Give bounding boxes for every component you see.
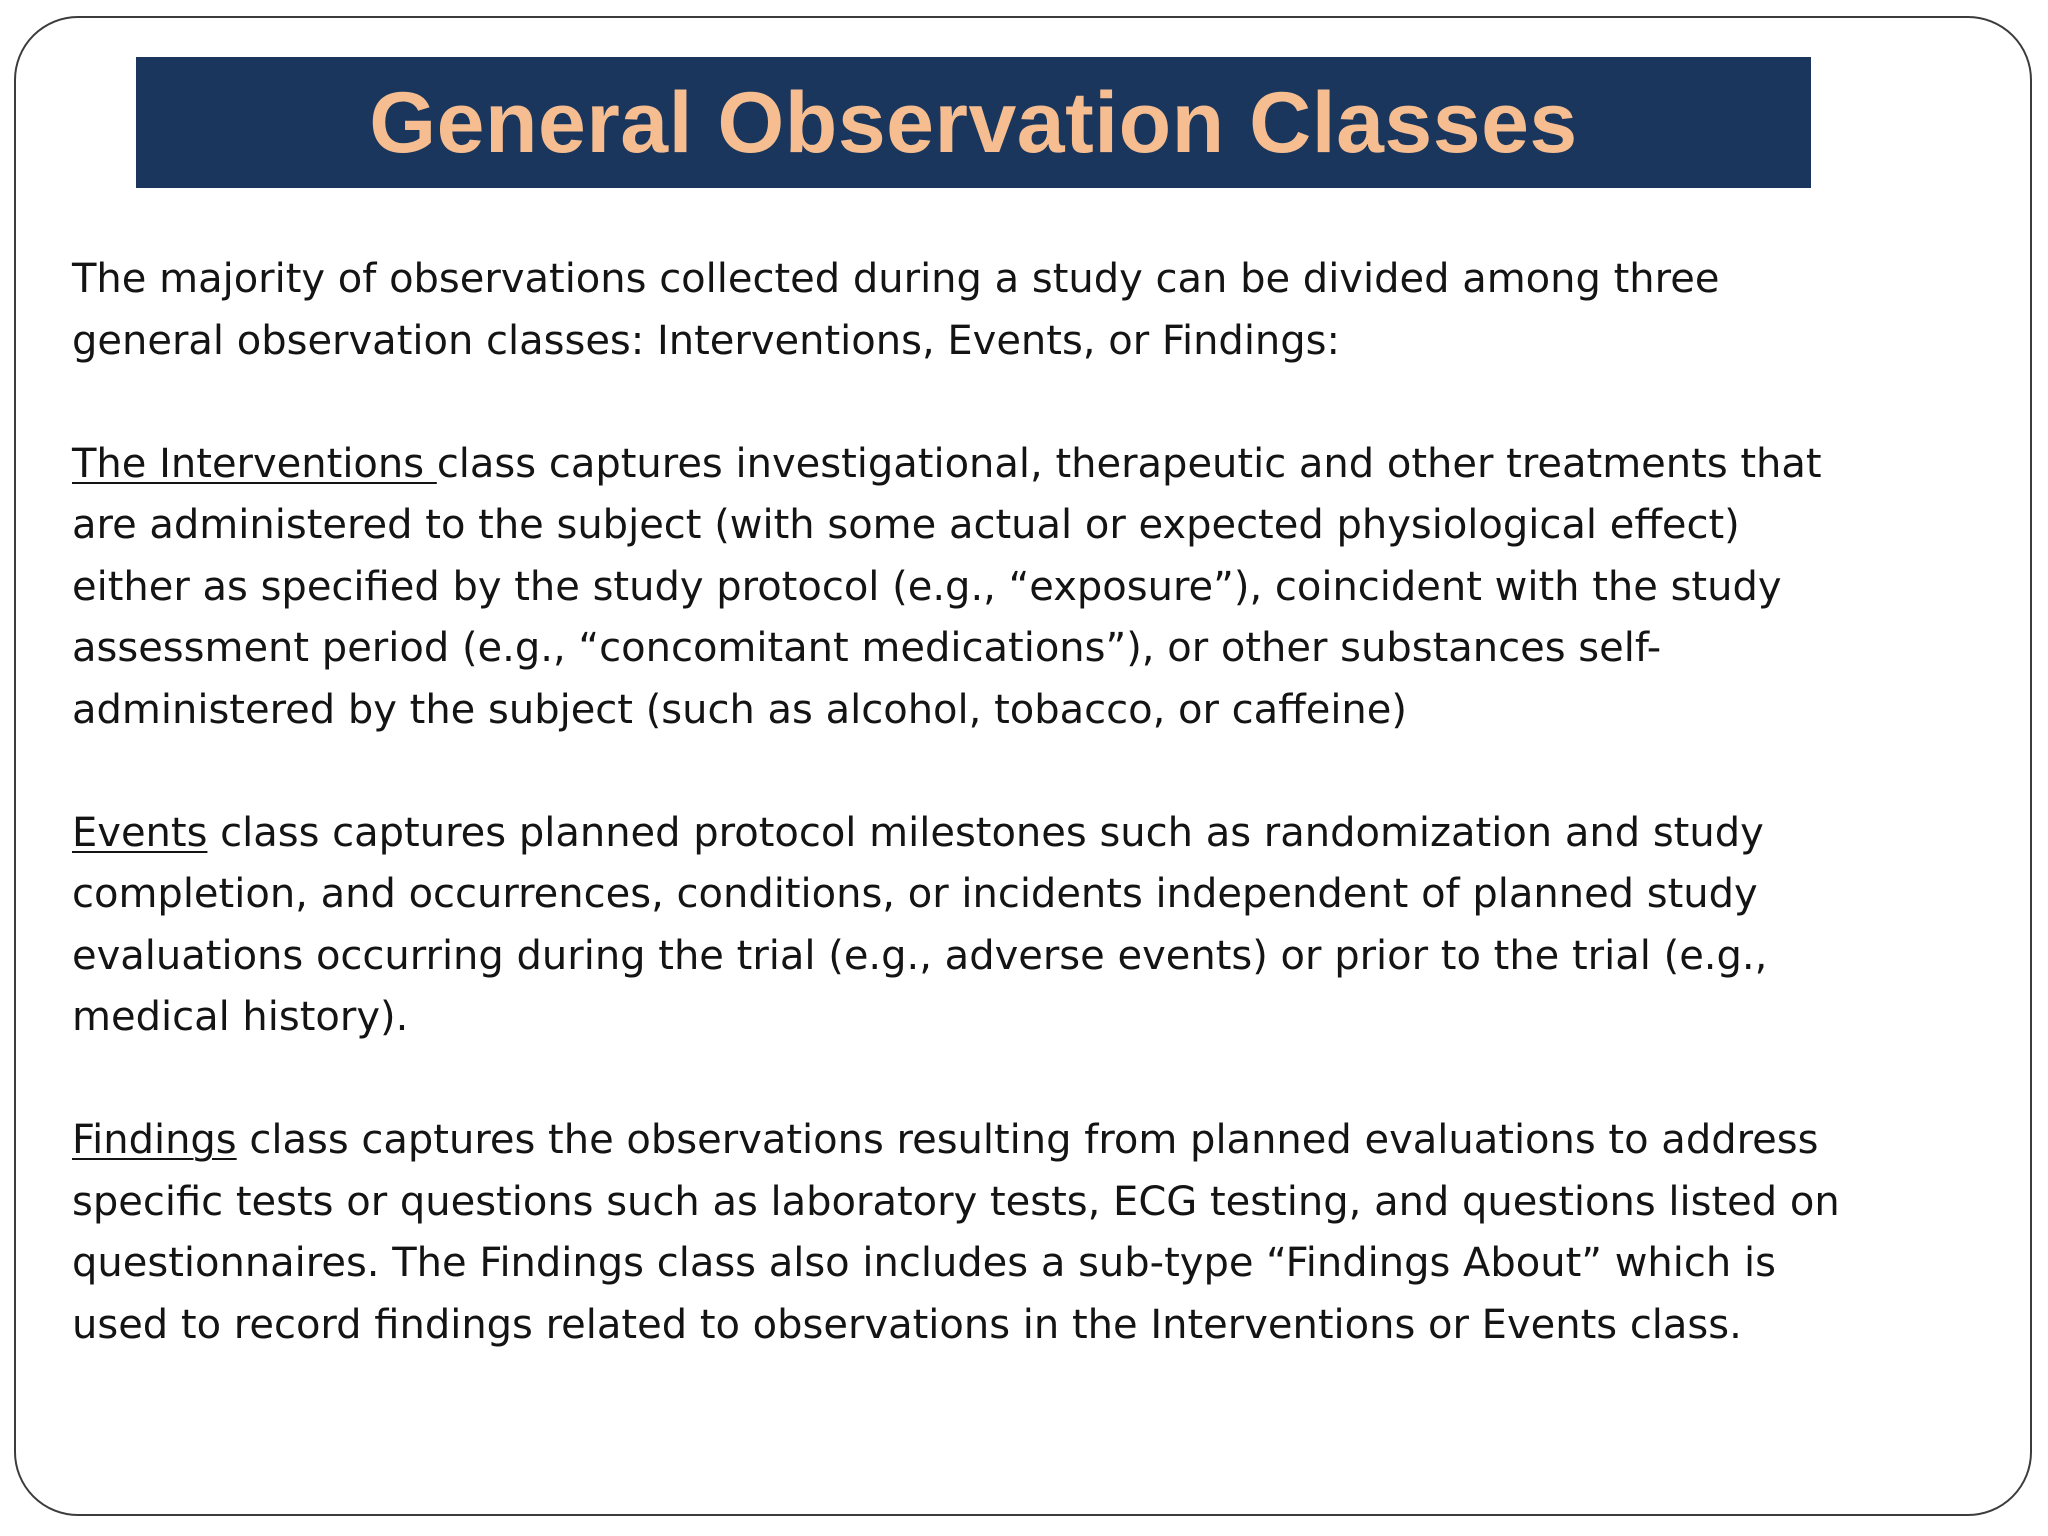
events-line-2: completion, and occurrences, conditions, or incidents independent of planned study: [72, 871, 1758, 917]
findings-line-1: [72, 1110, 1902, 1172]
events-line-1: [72, 803, 1902, 865]
events-line-1-text: class captures planned protocol milestones such as randomization and study: [207, 809, 1764, 856]
findings-paragraph: [72, 1110, 1902, 1356]
interventions-line-2: are administered to the subject (with some actual or expected physiological effect): [72, 502, 1740, 548]
interventions-line-1-text: class captures investigational, therapeutic and other treatments that: [436, 440, 1822, 487]
interventions-line-1: [72, 434, 1902, 496]
intro-line-1: The majority of observations collected during a study can be divided among three: [72, 256, 1720, 302]
findings-heading: Findings: [72, 1117, 237, 1163]
slide-body: [72, 249, 1902, 1418]
events-paragraph: [72, 803, 1902, 1049]
events-line-3: evaluations occurring during the trial (e.g., adverse events) or prior to the trial (e.g.,: [72, 932, 1768, 979]
findings-line-4: used to record findings related to observations in the Interventions or Events class.: [72, 1301, 1742, 1348]
interventions-line-3: either as specified by the study protocol (e.g., “exposure”), coincident with the study: [72, 563, 1782, 610]
title-banner: [136, 57, 1811, 188]
events-line-4: medical history).: [72, 994, 409, 1040]
findings-line-1-text: class captures the observations resulting from planned evaluations to address: [236, 1117, 1819, 1163]
intro-paragraph: [72, 249, 1902, 372]
interventions-heading: The Interventions: [72, 440, 437, 487]
findings-line-3: questionnaires. The Findings class also includes a sub-type “Findings About” which is: [72, 1240, 1776, 1286]
events-heading: Events: [72, 809, 208, 856]
slide-title: General Observation Classes: [369, 74, 1578, 171]
interventions-paragraph: [72, 434, 1902, 742]
interventions-line-5: administered by the subject (such as alcohol, tobacco, or caffeine): [72, 686, 1407, 733]
findings-line-2: specific tests or questions such as laboratory tests, ECG testing, and questions listed on: [72, 1178, 1840, 1225]
intro-line-2: general observation classes: Interventions, Events, or Findings:: [72, 317, 1340, 364]
interventions-line-4: assessment period (e.g., “concomitant medications”), or other substances self-: [72, 625, 1662, 671]
